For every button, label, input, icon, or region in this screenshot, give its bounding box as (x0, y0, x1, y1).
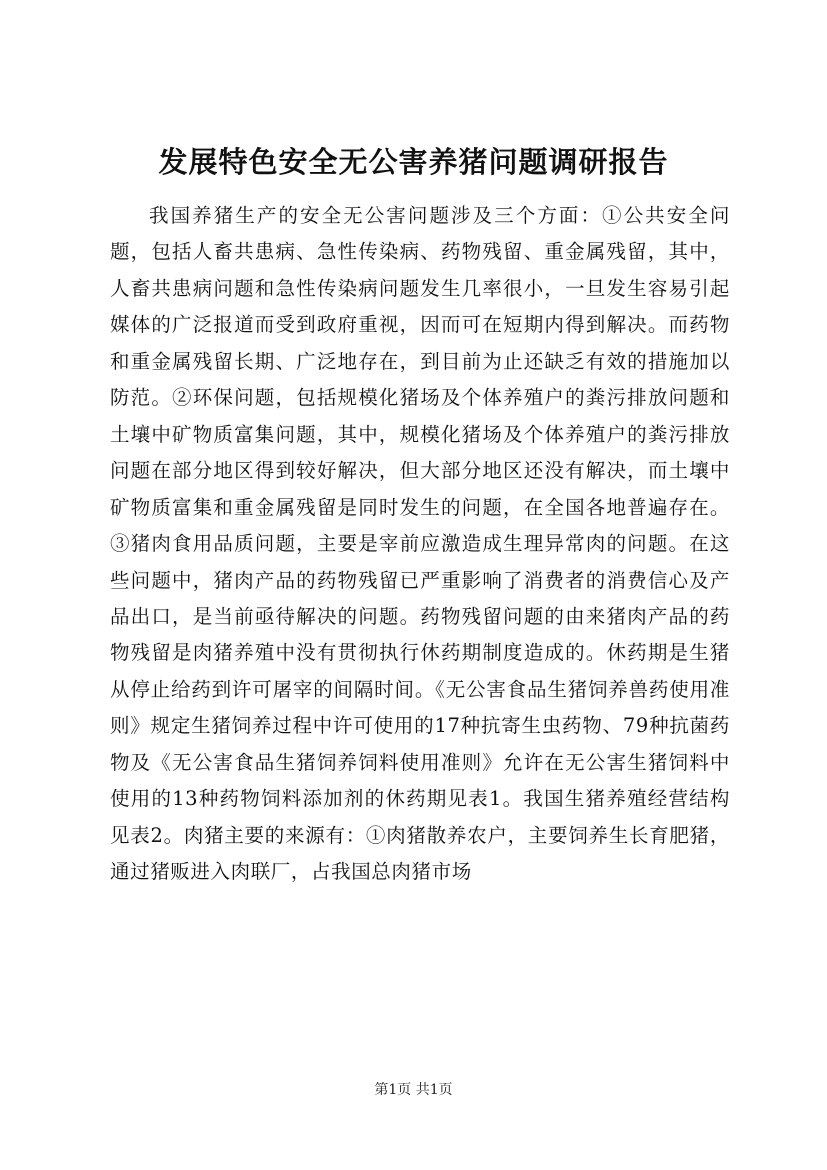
document-title: 发展特色安全无公害养猪问题调研报告 (158, 145, 669, 179)
page-number: 第1页 共1页 (374, 1082, 453, 1098)
body-paragraph: 我国养猪生产的安全无公害问题涉及三个方面：①公共安全问题，包括人畜共患病、急性传染病、药物残留、重金属残留，其中，人畜共患病问题和急性传染病问题发生几率很小，一旦发生容易引起媒体的广泛报道而受到政府重视，因而可在短期内得到解决。而药物和重金属残留长期、广泛地存在，到目前为止还缺乏有效的措施加以防范。②环保问题，包括规模化猪场及个体养殖户的粪污排放问题和土壤中矿物质富集问题，其中，规模化猪场及个体养殖户的粪污排放问题在部分地区得到较好解决，但大部分地区还没有解决，而土壤中矿物质富集和重金属残留是同时发生的问题，在全国各地普遍存在。③猪肉食用品质问题，主要是宰前应激造成生理异常肉的问题。在这些问题中，猪肉产品的药物残留已严重影响了消费者的消费信心及产品出口，是当前亟待解决的问题。药物残留问题的由来猪肉产品的药物残留是肉猪养殖中没有贯彻执行休药期制度造成的。休药期是生猪从停止给药到许可屠宰的间隔时间。《无公害食品生猪饲养兽药使用准则》规定生猪饲养过程中许可使用的17种抗寄生虫药物、79种抗菌药物及《无公害食品生猪饲养饲料使用准则》允许在无公害生猪饲料中使用的13种药物饲料添加剂的休药期见表1。我国生猪养殖经营结构见表2。肉猪主要的来源有：①肉猪散养农户，主要饲养生长育肥猪，通过猪贩进入肉联厂，占我国总肉猪市场 (110, 204, 730, 884)
